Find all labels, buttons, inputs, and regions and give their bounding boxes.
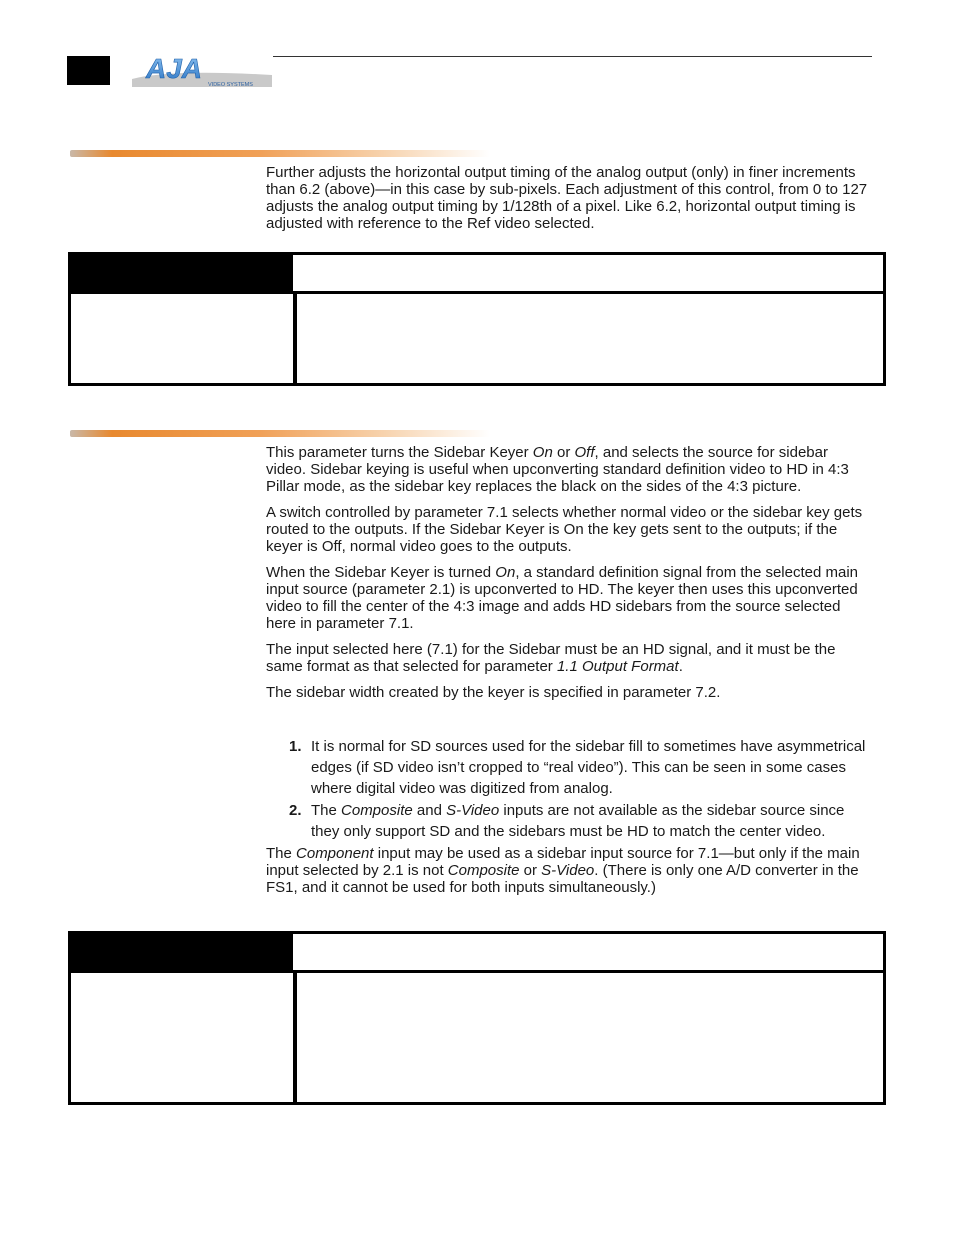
text-run-italic: On bbox=[495, 564, 516, 581]
text-run: When the Sidebar Keyer is turned bbox=[266, 564, 496, 581]
parameter-table-2 bbox=[68, 931, 886, 1105]
list-item bbox=[266, 800, 872, 842]
table-header-cell bbox=[71, 934, 293, 970]
text-run: input may be used as a sidebar input source for 7.1—but only if the main input selected by 2.1 is not bbox=[266, 845, 860, 879]
logo-text: AJA bbox=[146, 53, 203, 84]
table-header-row bbox=[71, 255, 883, 294]
text-run-italic: Composite bbox=[341, 802, 413, 819]
list-item bbox=[266, 736, 872, 799]
text-run: , and selects the source for sidebar video. Sidebar keying is useful when upconverting standard definition video to HD in 4:3 Pillar mode, as the sidebar key replaces the black on the sides of the 4:3 picture. bbox=[266, 444, 849, 495]
text-run-italic: 1.1 Output Format bbox=[556, 658, 679, 675]
text-run: The input selected here (7.1) for the Sidebar must be an HD signal, and it must be the same format as that selected for parameter bbox=[266, 641, 836, 675]
section-divider-bar bbox=[70, 150, 490, 157]
paragraph bbox=[266, 845, 872, 896]
table-header-row bbox=[71, 934, 883, 973]
aja-logo bbox=[130, 53, 275, 89]
table-header-cell bbox=[71, 255, 293, 291]
text-run: or bbox=[552, 444, 575, 461]
paragraph bbox=[266, 444, 872, 495]
table-header-cell bbox=[293, 255, 883, 291]
text-run: , a standard definition signal from the selected main input source (parameter 2.1) is upconverted to HD. The keyer then uses this upconverted video to fill the center of the 4:3 image and adds HD sidebars from the source selected here in parameter 7.1. bbox=[266, 564, 859, 632]
page-number-block bbox=[67, 56, 110, 85]
table-cell bbox=[297, 294, 883, 386]
text-run: . (There is only one A/D converter in the FS1, and it cannot be used for both inputs simultaneously.) bbox=[266, 862, 859, 896]
text-run-italic: On bbox=[532, 444, 553, 461]
text-run: . bbox=[678, 658, 683, 675]
table-row bbox=[71, 973, 883, 1105]
paragraph: A switch controlled by parameter 7.1 selects whether normal video or the sidebar key gets routed to the outputs. If the Sidebar Keyer is On the key gets sent to the outputs; if the keyer is Off, normal video goes to the outputs. bbox=[266, 504, 863, 555]
text-run-italic: S-Video bbox=[541, 862, 595, 879]
paragraph bbox=[266, 564, 872, 632]
table-row bbox=[71, 294, 883, 386]
list-number: 2. bbox=[289, 802, 302, 819]
text-run-italic: Component bbox=[296, 845, 374, 862]
table-header-cell bbox=[293, 934, 883, 970]
text-run: This parameter turns the Sidebar Keyer bbox=[266, 444, 533, 461]
text-run: or bbox=[519, 862, 542, 879]
table-cell bbox=[71, 973, 297, 1105]
text-run: The bbox=[266, 845, 297, 862]
table-cell bbox=[297, 973, 883, 1105]
text-run-italic: S-Video bbox=[446, 802, 500, 819]
text-run: inputs are not available as the sidebar source since they only support SD and the sidebars must be HD to match the center video. bbox=[311, 802, 845, 840]
text-run-italic: Off bbox=[574, 444, 595, 461]
text-run-italic: Composite bbox=[447, 862, 520, 879]
list-item-text: It is normal for SD sources used for the sidebar fill to sometimes have asymmetrical edges (if SD video isn’t cropped to “real video”). This can be seen in some cases where digital video was digitized from analog. bbox=[311, 738, 866, 797]
paragraph: The sidebar width created by the keyer is specified in parameter 7.2. bbox=[266, 684, 721, 701]
section2-body bbox=[266, 444, 872, 905]
section1-paragraph: Further adjusts the horizontal output timing of the analog output (only) in finer increments than 6.2 (above)—in this case by sub-pixels. Each adjustment of this control, from 0 to 127 adjusts the analog output timing by 1/128th of a pixel. Like 6.2, horizontal output timing is adjusted with reference to the Ref video selected. bbox=[266, 164, 868, 232]
logo-subtext: VIDEO SYSTEMS bbox=[208, 82, 253, 88]
list-number: 1. bbox=[289, 738, 302, 755]
table-cell bbox=[71, 294, 297, 386]
header-rule bbox=[273, 56, 872, 57]
text-run: and bbox=[412, 802, 447, 819]
notes-list bbox=[266, 736, 872, 842]
spacer bbox=[266, 710, 872, 736]
text-run: The bbox=[311, 802, 342, 819]
parameter-table-1 bbox=[68, 252, 886, 386]
section-divider-bar bbox=[70, 430, 490, 437]
section1-body bbox=[266, 164, 872, 241]
paragraph bbox=[266, 641, 872, 675]
